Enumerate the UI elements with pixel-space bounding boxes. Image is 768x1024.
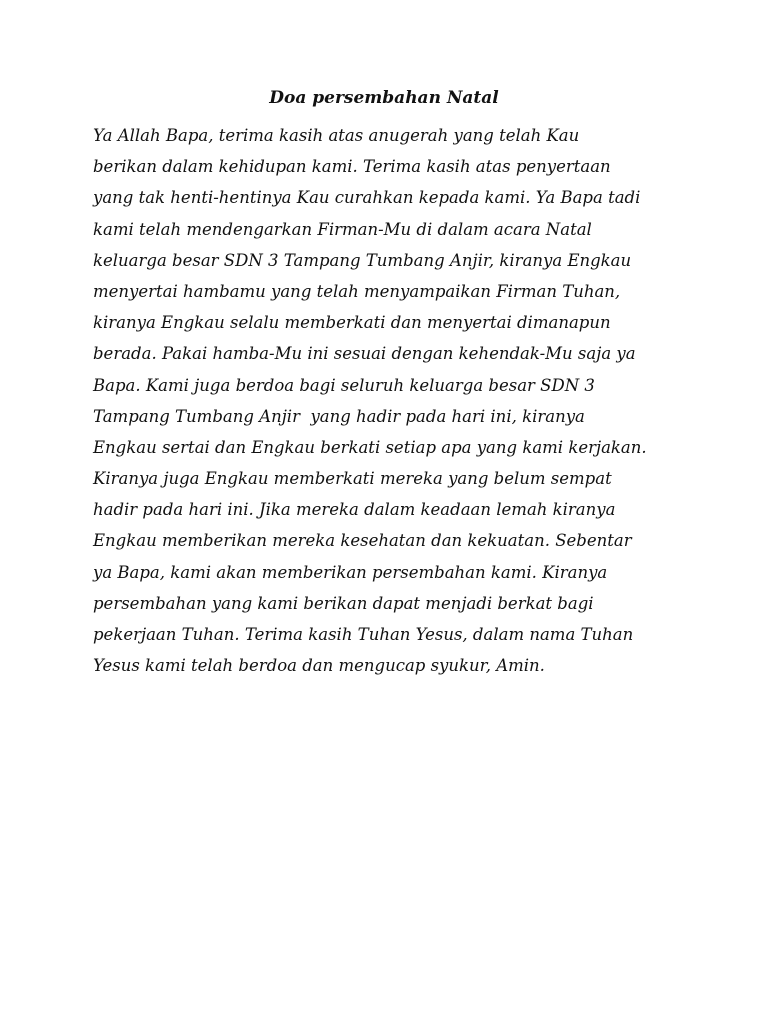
text-line: kiranya Engkau selalu memberkati dan menyertai dimanapun bbox=[93, 313, 611, 333]
text-line: pekerjaan Tuhan. Terima kasih Tuhan Yesus, dalam nama Tuhan bbox=[93, 625, 634, 644]
text-line: keluarga besar SDN 3 Tampang Tumbang Anjir, kiranya Engkau bbox=[93, 250, 632, 270]
text-line: Yesus kami telah berdoa dan mengucap syukur, Amin. bbox=[93, 656, 545, 676]
text-line: persembahan yang kami berikan dapat menjadi berkat bagi bbox=[93, 593, 594, 613]
text-line: Bapa. Kami juga berdoa bagi seluruh keluarga besar SDN 3 bbox=[93, 375, 595, 395]
text-line: berikan dalam kehidupan kami. Terima kasih atas penyertaan bbox=[93, 157, 611, 177]
prayer-text bbox=[93, 120, 693, 681]
text-line: kami telah mendengarkan Firman-Mu di dalam acara Natal bbox=[93, 219, 592, 239]
text-line: Ya Allah Bapa, terima kasih atas anugerah yang telah Kau bbox=[93, 126, 580, 145]
text-line: ya Bapa, kami akan memberikan persembahan kami. Kiranya bbox=[93, 562, 608, 582]
text-line: Kiranya juga Engkau memberkati mereka yang belum sempat bbox=[93, 469, 612, 489]
text-line: menyertai hambamu yang telah menyampaikan Firman Tuhan, bbox=[93, 281, 621, 301]
text-line: hadir pada hari ini. Jika mereka dalam keadaan lemah kiranya bbox=[93, 500, 616, 520]
text-line: yang tak henti-hentinya Kau curahkan kepada kami. Ya Bapa tadi bbox=[93, 188, 641, 208]
text-line: berada. Pakai hamba-Mu ini sesuai dengan kehendak-Mu saja ya bbox=[93, 344, 636, 364]
text-line: Tampang Tumbang Anjir yang hadir pada hari ini, kiranya bbox=[93, 406, 585, 426]
text-line: Engkau sertai dan Engkau berkati setiap apa yang kami kerjakan. bbox=[93, 437, 647, 457]
text-line: Engkau memberikan mereka kesehatan dan kekuatan. Sebentar bbox=[93, 531, 632, 551]
document-title: Doa persembahan Natal bbox=[269, 88, 499, 108]
